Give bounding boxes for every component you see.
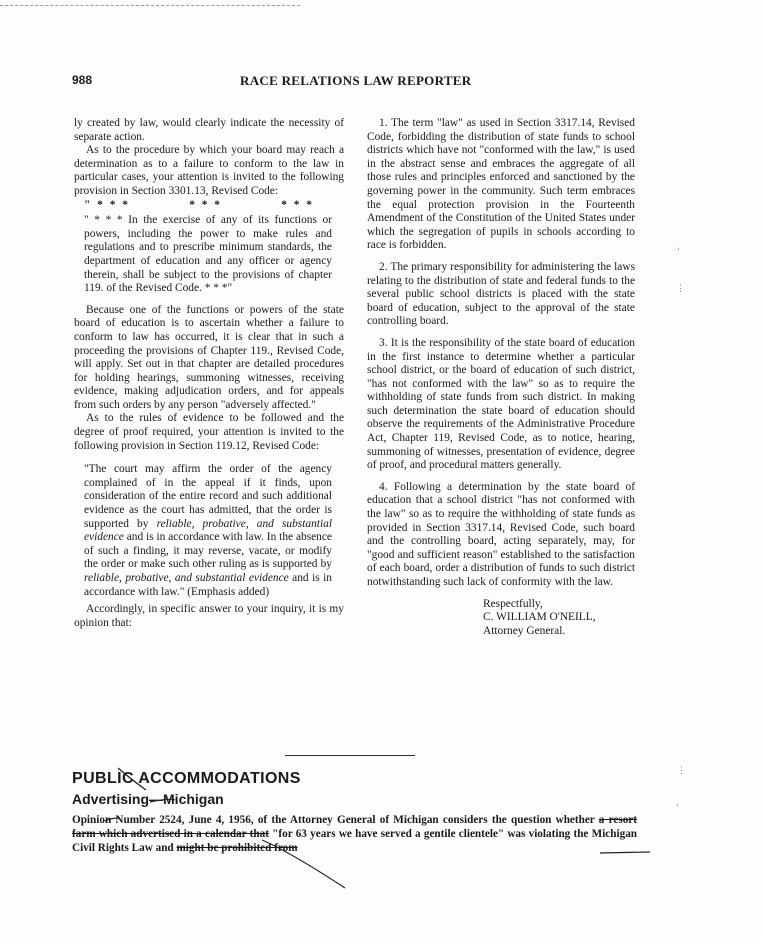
- signature-closing: Respectfully,: [483, 597, 543, 610]
- paragraph: ly created by law, would clearly indicate the necessity of separate action.: [74, 117, 344, 143]
- ellipsis: * * *: [189, 198, 222, 211]
- section-title: PUBLIC ACCOMMODATIONS: [72, 770, 301, 787]
- paragraph: Accordingly, in specific answer to your inquiry, it is my opinion that:: [74, 603, 344, 629]
- pen-stroke: [600, 852, 650, 853]
- numbered-paragraph: 1. The term "law" as used in Section 3317.14, Revised Code, forbidding the distribution of state funds to school districts which have not "conformed with the law," is used in the abstract sense and embraces the aggregate of all those rules and principles enforced and sanctioned by the governing power in the community. Such term embraces the equal protection provision in the Fourteenth Amendment of the Constitution of the United States under which the segregation of pupils in schools according to race is forbidden.: [367, 117, 635, 252]
- running-title: RACE RELATIONS LAW REPORTER: [240, 73, 472, 88]
- pen-stroke: [262, 840, 345, 888]
- pen-stroke: [150, 799, 175, 802]
- quote-text: "The court may affirm the order of the agency complained of in the appeal if it finds, upon consideration of the entire record and such additional evidence as the court has admitted, that the order is supported by: [84, 463, 332, 530]
- section-subtitle: Advertising—Michigan: [72, 791, 224, 807]
- block-quote: " * * * In the exercise of any of its functions or powers, including the power to make rules and regulations and to prescribe minimum standards, the department of education and any officer or agency therein, shall be subject to the provisions of chapter 119. of the Revised Code. * * *": [84, 214, 332, 295]
- paragraph: As to the procedure by which your board may reach a determination as to a failure to conform to the law in particular cases, your attention is invited to the following provision in Section 3301.13, Revised Code:: [74, 144, 344, 197]
- margin-mark: ⋮: [677, 765, 686, 775]
- margin-mark: ‘: [677, 246, 680, 256]
- digest-text: Opinion Number 2524, June 4, 1956, of the Attorney General of Michigan considers the question whether: [72, 814, 599, 826]
- quote-emphasis: reliable, probative, and substantial evidence: [84, 517, 332, 544]
- signature-name: C. WILLIAM O'NEILL,: [483, 611, 596, 624]
- struck-text: a resort farm which advertised in a calendar that: [72, 814, 637, 840]
- paragraph: Because one of the functions or powers of the state board of education is to ascertain whether a failure to conform to law has occurred, it is clear that in such a proceeding the provisions of Chapter 119., Revised Code, will apply. Set out in that chapter are detailed procedures for holding hearings, summoning witnesses, receiving evidence, making adjudication orders, and for appeals from such orders by any person "adversely affected.": [74, 303, 344, 411]
- signature-title: Attorney General.: [483, 624, 566, 637]
- digest-text: "for 63 years we have served a gentile clientele" was violating the Michigan Civil Rights Law and: [72, 827, 638, 854]
- margin-mark: ⋮: [676, 283, 685, 293]
- quote-emphasis: reliable, probative, and substantial evidence: [84, 572, 289, 584]
- page-number: 988: [72, 73, 93, 87]
- ellipsis: " * * *: [84, 198, 130, 211]
- quote-text: and is in accordance with law. In the absence of such a finding, it may reverse, vacate, or modify the order or make such other ruling as is supported by: [84, 531, 332, 571]
- pen-stroke: [118, 768, 146, 790]
- ellipsis: * * *: [281, 198, 314, 211]
- numbered-paragraph: 4. Following a determination by the state board of education that a school district "has not conformed with the law" so as to require the withholding of state funds as provided in Section 3317.14, Revised Code, such board and the controlling board, acting separately, may, for "good and sufficient reason" established to the satisfaction of each board, order a distribution of funds to such district notwithstanding such lack of conformity with the law.: [367, 480, 635, 588]
- paragraph: As to the rules of evidence to be followed and the degree of proof required, your attention is invited to the following provision in Section 119.12, Revised Code:: [74, 412, 344, 452]
- struck-text: might be prohibited from: [176, 841, 298, 854]
- quote-text: and is in accordance with law." (Emphasis added): [84, 572, 332, 598]
- numbered-paragraph: 3. It is the responsibility of the state board of education in the first instance to determine whether a particular school district, or the board of education of such district, "has not conformed with the law" so as to require the withholding of state funds from such district. In making such determination the state board of education should observe the requirements of the Administrative Procedure Act, Chapter 119, Revised Code, as to notice, hearing, summoning of witnesses, presentation of evidence, degree of proof, and procedural matters generally.: [367, 336, 635, 472]
- numbered-paragraph: 2. The primary responsibility for administering the laws relating to the distribution of state and federal funds to the several public school districts is placed with the state board of education, subject to the approval of the state controlling board.: [367, 260, 635, 328]
- pen-stroke: [105, 818, 120, 821]
- margin-mark: ‘: [676, 802, 679, 812]
